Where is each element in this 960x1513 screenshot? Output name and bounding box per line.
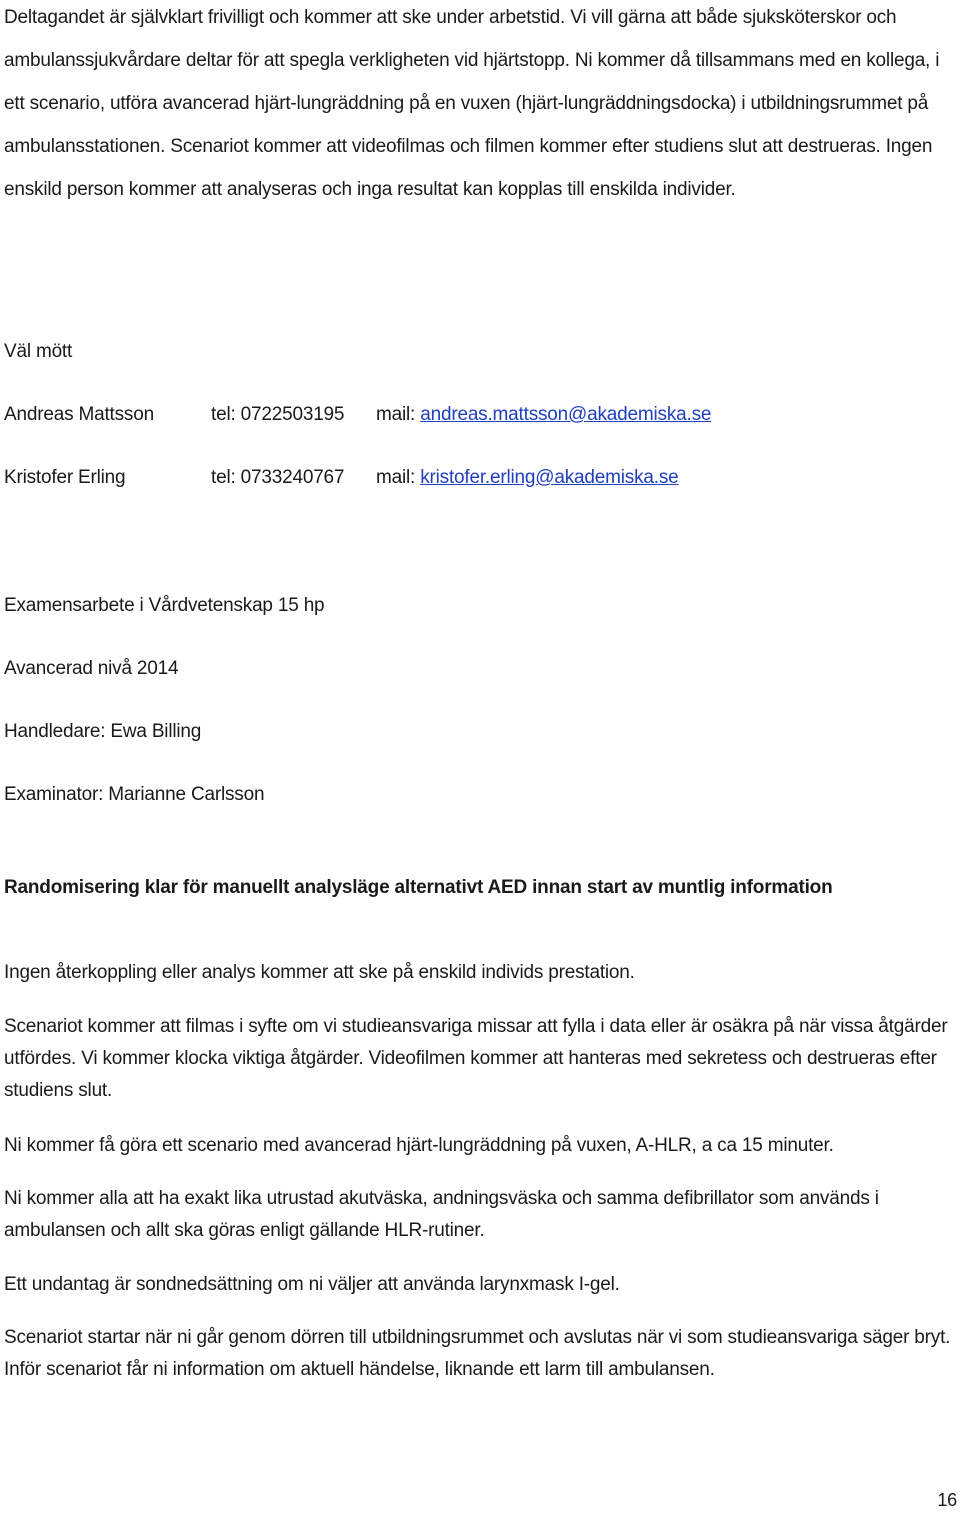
- paragraph: Ett undantag är sondnedsättning om ni väljer att använda larynxmask I-gel.: [4, 1274, 620, 1295]
- contact-name: Kristofer Erling: [4, 467, 126, 488]
- course-level: Avancerad nivå 2014: [4, 658, 179, 679]
- paragraph: Scenariot startar när ni går genom dörren till utbildningsrummet och avslutas när vi som studieansvariga säger bryt. Inför scenariot får ni information om aktuell händelse, liknande ett larm till ambulansen.: [4, 1327, 951, 1380]
- contact-tel: tel: 0722503195: [211, 404, 345, 425]
- mail-label: mail:: [376, 404, 416, 425]
- intro-paragraph: Deltagandet är självklart frivilligt och kommer att ske under arbetstid. Vi vill gärna att både sjuksköterskor och ambulanssjukvårdare deltar för att spegla verkligheten vid hjärtstopp. Ni kommer då tillsammans med en kollega, i ett scenario, utföra avancerad hjärt-lungräddning på en vuxen (hjärt-lungräddningsdocka) i utbildningsrummet på ambulansstationen. Scenariot kommer att videofilmas och filmen kommer efter studiens slut att destrueras. Ingen enskild person kommer att analyseras och inga resultat kan kopplas till enskilda individer.: [4, 7, 940, 200]
- page-number: 16: [937, 1490, 957, 1510]
- examiner: Examinator: Marianne Carlsson: [4, 784, 265, 805]
- email-link[interactable]: kristofer.erling@akademiska.se: [420, 467, 679, 488]
- supervisor: Handledare: Ewa Billing: [4, 721, 202, 742]
- contact-row: [4, 467, 904, 493]
- contact-mail: [376, 467, 679, 489]
- paragraph: Scenariot kommer att filmas i syfte om vi studieansvariga missar att fylla i data eller är osäkra på när vissa åtgärder utfördes. Vi kommer klocka viktiga åtgärder. Videofilmen kommer att hanteras med sekretess och destrueras efter studiens slut.: [4, 1016, 948, 1101]
- contact-mail: [376, 404, 711, 426]
- contact-name: Andreas Mattsson: [4, 404, 154, 425]
- bold-heading: Randomisering klar för manuellt analysläge alternativt AED innan start av muntlig information: [4, 877, 833, 898]
- mail-label: mail:: [376, 467, 416, 488]
- paragraph: Ingen återkoppling eller analys kommer att ske på enskild individs prestation.: [4, 962, 635, 983]
- contact-tel: tel: 0733240767: [211, 467, 345, 488]
- contact-row: [4, 404, 904, 430]
- paragraph: Ni kommer få göra ett scenario med avancerad hjärt-lungräddning på vuxen, A-HLR, a ca 15 minuter.: [4, 1135, 834, 1156]
- greeting: Väl mött: [4, 341, 73, 362]
- course-title: Examensarbete i Vårdvetenskap 15 hp: [4, 595, 325, 616]
- paragraph: Ni kommer alla att ha exakt lika utrustad akutväska, andningsväska och samma defibrillator som används i ambulansen och allt ska göras enligt gällande HLR-rutiner.: [4, 1188, 879, 1241]
- email-link[interactable]: andreas.mattsson@akademiska.se: [420, 404, 712, 425]
